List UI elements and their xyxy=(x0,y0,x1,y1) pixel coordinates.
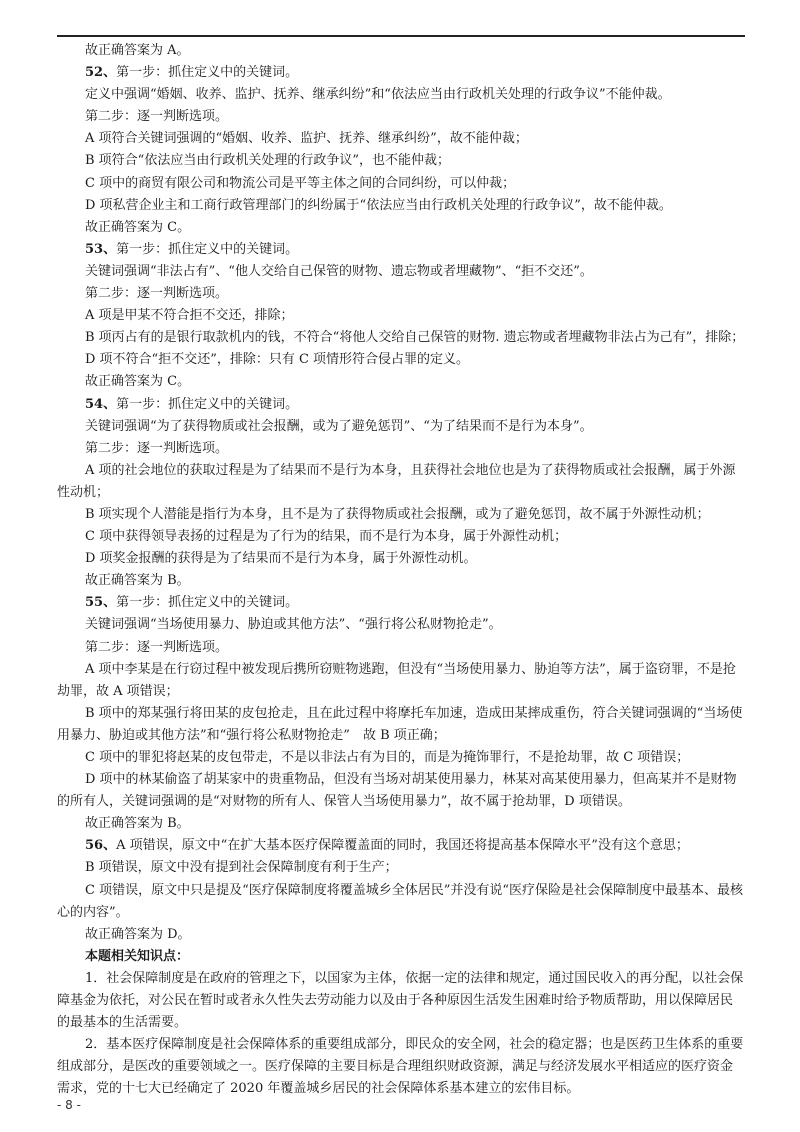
paragraph-text: 关键词强调“非法占有”、“他人交给自己保管的财物、遗忘物或者埋藏物”、“拒不交还”。 xyxy=(85,263,593,279)
paragraph xyxy=(57,548,745,570)
paragraph xyxy=(57,40,745,62)
paragraph xyxy=(57,813,745,835)
paragraph-text: 关键词强调“当场使用暴力、胁迫或其他方法”、“强行将公私财物抢走”。 xyxy=(85,617,502,633)
paragraph xyxy=(57,637,745,659)
answer-item-start xyxy=(57,835,745,857)
paragraph xyxy=(57,614,745,636)
paragraph-text: D 项中的林某偷盗了胡某家中的贵重物品，但没有当场对胡某使用暴力，林某对高某使用暴力，但高某并不是财物的所有人，关键词强调的是“对财物的所有人、保管人当场使用暴力”，故不属于抢劫罪，D 项错误。 xyxy=(57,772,737,810)
paragraph-text: C 项中获得领导表扬的过程是为了行为的结果，而不是行为本身，属于外源性动机； xyxy=(85,529,568,545)
paragraph xyxy=(57,217,745,239)
paragraph-text: 故正确答案为 A。 xyxy=(85,43,190,58)
paragraph xyxy=(57,570,745,592)
paragraph-text: 本题相关知识点： xyxy=(85,948,190,964)
paragraph-text: A 项的社会地位的获取过程是为了结果而不是行为本身，且获得社会地位也是为了获得物质或社会报酬，属于外源性动机； xyxy=(57,462,736,500)
paragraph xyxy=(57,460,745,504)
paragraph xyxy=(57,416,745,438)
question-number: 54、 xyxy=(85,396,117,412)
paragraph-text: B 项符合“依法应当由行政机关处理的行政争议”，也不能仲裁； xyxy=(85,153,450,169)
paragraph-text: 定义中强调“婚姻、收养、监护、抚养、继承纠纷”和“依法应当由行政机关处理的行政争议”不能仲裁。 xyxy=(85,87,671,103)
paragraph-text: 故正确答案为 B。 xyxy=(85,573,190,589)
paragraph xyxy=(57,504,745,526)
header-rule xyxy=(57,35,745,37)
paragraph-text: 1．社会保障制度是在政府的管理之下，以国家为主体，依据一定的法律和规定，通过国民收入的再分配，以社会保障基金为依托，对公民在暂时或者永久性失去劳动能力以及由于各种原因生活发生困难时给予物质帮助，用以保障居民的最基本的生活需要。 xyxy=(57,970,744,1031)
paragraph xyxy=(57,924,745,946)
answer-item-start xyxy=(57,592,745,614)
paragraph-text: 故正确答案为 B。 xyxy=(85,816,190,832)
paragraph-text: B 项错误，原文中没有提到社会保障制度有利于生产； xyxy=(85,860,398,876)
paragraph-text: 故正确答案为 C。 xyxy=(85,219,191,235)
paragraph-text: C 项错误，原文中只是提及“医疗保障制度将覆盖城乡全体居民”并没有说“医疗保险是社会保障制度中最基本、最核心的内容”。 xyxy=(57,882,744,920)
paragraph xyxy=(57,703,745,747)
paragraph-text: 关键词强调“为了获得物质或社会报酬，或为了避免惩罚”、“为了结果而不是行为本身”。 xyxy=(85,418,593,434)
question-number: 56、 xyxy=(85,838,117,854)
paragraph xyxy=(57,327,745,349)
answer-item-start xyxy=(57,62,745,84)
section-heading xyxy=(57,946,745,968)
paragraph xyxy=(57,261,745,283)
paragraph xyxy=(57,349,745,371)
question-number: 53、 xyxy=(85,241,117,257)
paragraph-text: B 项中的郑某强行将田某的皮包抢走，且在此过程中将摩托车加速，造成田某摔成重伤，符合关键词强调的“当场使用暴力、胁迫或其他方法”和“强行将公私财物抢走” 故 B 项正确； xyxy=(57,705,743,743)
paragraph xyxy=(57,371,745,393)
paragraph-text: D 项私营企业主和工商行政管理部门的纠纷属于“依法应当由行政机关处理的行政争议”，故不能仲裁。 xyxy=(85,197,672,213)
paragraph xyxy=(57,769,745,813)
paragraph-text: 故正确答案为 C。 xyxy=(85,374,191,390)
paragraph xyxy=(57,305,745,327)
paragraph xyxy=(57,968,745,1034)
paragraph xyxy=(57,84,745,106)
paragraph-text: 第二步：逐一判断选项。 xyxy=(85,639,229,655)
paragraph-text: A 项符合关键词强调的“婚姻、收养、监护、抚养、继承纠纷”，故不能仲裁； xyxy=(85,131,528,147)
paragraph xyxy=(57,195,745,217)
paragraph xyxy=(57,106,745,128)
paragraph xyxy=(57,857,745,879)
paragraph-text: 第二步：逐一判断选项。 xyxy=(85,440,229,456)
paragraph-text: C 项中的罪犯将赵某的皮包带走，不是以非法占有为目的，而是为掩饰罪行，不是抢劫罪，故 C 项错误； xyxy=(85,750,690,765)
paragraph-text: 故正确答案为 D。 xyxy=(85,926,191,942)
paragraph-text: C 项中的商贸有限公司和物流公司是平等主体之间的合同纠纷，可以仲裁； xyxy=(85,175,516,191)
paragraph-text: B 项丙占有的是银行取款机内的钱，不符合“将他人交给自己保管的财物. 遗忘物或者埋藏物非法占为己有”，排除； xyxy=(85,330,745,346)
paragraph xyxy=(57,283,745,305)
paragraph-text: B 项实现个人潜能是指行为本身，且不是为了获得物质或社会报酬，或为了避免惩罚，故不属于外源性动机； xyxy=(85,506,710,522)
paragraph-text: A 项错误，原文中“在扩大基本医疗保障覆盖面的同时，我国还将提高基本保障水平”没有这个意思； xyxy=(116,838,689,854)
paragraph-text: 第一步：抓住定义中的关键词。 xyxy=(116,595,299,611)
paragraph xyxy=(57,173,745,195)
paragraph-text: 第二步：逐一判断选项。 xyxy=(85,286,229,302)
paragraph-text: D 项不符合“拒不交还”，排除：只有 C 项情形符合侵占罪的定义。 xyxy=(85,352,470,368)
paragraph-text: A 项是甲某不符合拒不交还，排除； xyxy=(85,308,294,324)
paragraph-text: 2．基本医疗保障制度是社会保障体系的重要组成部分，即民众的安全网，社会的稳定器；也是医药卫生体系的重要组成部分，是医改的重要领域之一。医疗保障的主要目标是合理组织财政资源，满足与经济发展水平相适应的医疗资金需求，党的十七大已经确定了 2020 年覆盖城乡居民的社会保障体系基本建立的宏伟目标。 xyxy=(57,1037,744,1097)
paragraph xyxy=(57,526,745,548)
paragraph xyxy=(57,747,745,769)
paragraph xyxy=(57,150,745,172)
paragraph xyxy=(57,880,745,924)
paragraph-text: 第二步：逐一判断选项。 xyxy=(85,109,229,125)
paragraph xyxy=(57,128,745,150)
paragraph-text: 第一步：抓住定义中的关键词。 xyxy=(116,396,299,412)
paragraph xyxy=(57,438,745,460)
answer-item-start xyxy=(57,394,745,416)
paragraph-text: A 项中李某是在行窃过程中被发现后携所窃赃物逃跑，但没有“当场使用暴力、胁迫等方法”，属于盗窃罪，不是抢劫罪，故 A 项错误； xyxy=(57,661,736,699)
document-body xyxy=(57,40,745,1101)
page-number: - 8 - xyxy=(57,1098,81,1112)
question-number: 55、 xyxy=(85,595,117,611)
paragraph-text: 第一步：抓住定义中的关键词。 xyxy=(116,65,299,81)
paragraph xyxy=(57,659,745,703)
paragraph xyxy=(57,1034,745,1100)
paragraph-text: 第一步：抓住定义中的关键词。 xyxy=(116,241,299,257)
answer-item-start xyxy=(57,239,745,261)
question-number: 52、 xyxy=(85,65,117,81)
paragraph-text: D 项奖金报酬的获得是为了结果而不是行为本身，属于外源性动机。 xyxy=(85,551,477,567)
